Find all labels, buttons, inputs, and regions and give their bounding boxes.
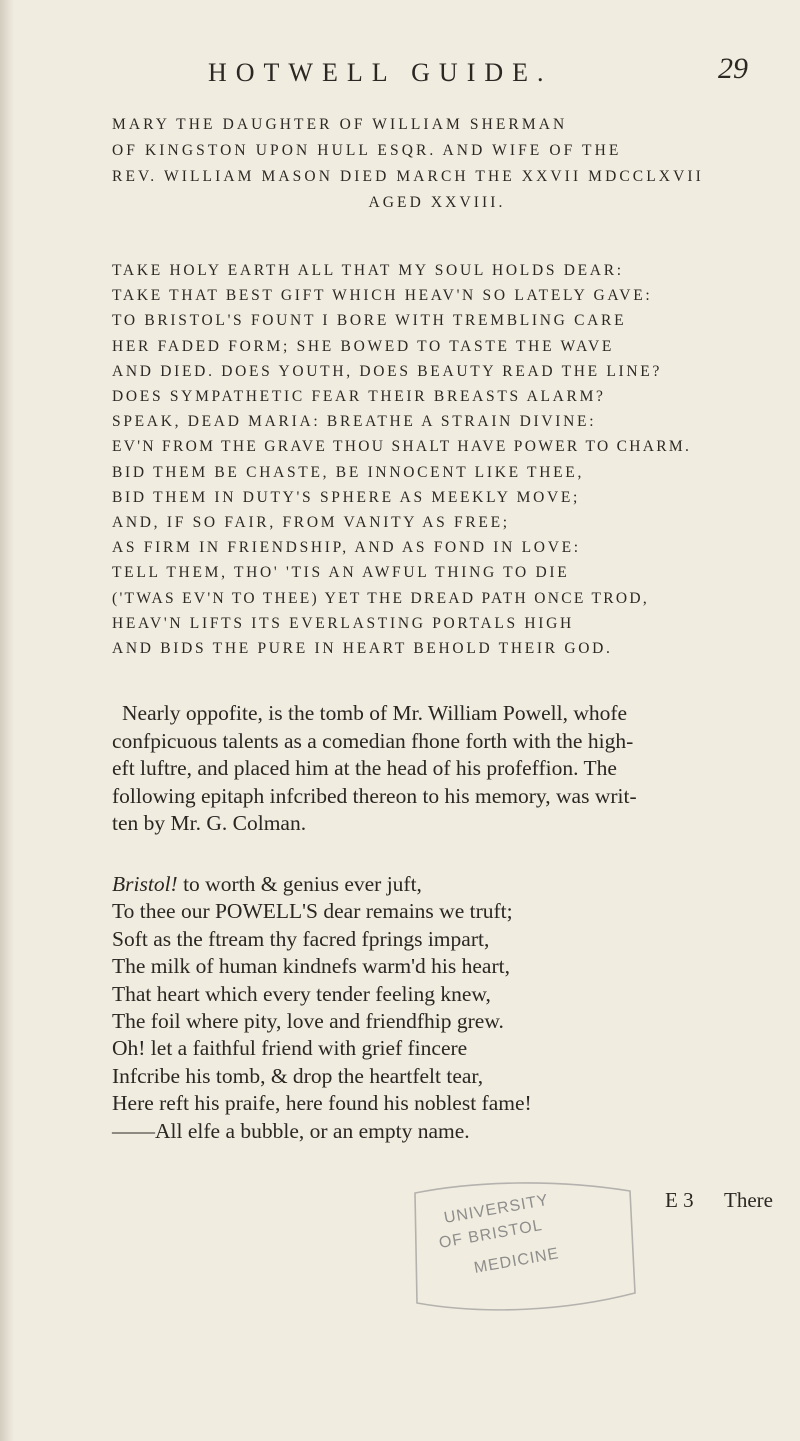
epitaph-line: The milk of human kindnefs warm'd his heart, (112, 954, 510, 979)
epitaph-line: TO BRISTOL'S FOUNT I BORE WITH TREMBLING CARE (112, 312, 627, 330)
library-stamp (385, 1173, 665, 1323)
epitaph-line: EV'N FROM THE GRAVE THOU SHALT HAVE POWER TO CHARM. (112, 438, 692, 456)
catchword: There (724, 1188, 773, 1212)
epitaph-line: The foil where pity, love and friendfhip grew. (112, 1009, 504, 1034)
page-number: 29 (718, 52, 748, 85)
stamp-line: MEDICINE (472, 1245, 561, 1277)
stamp-line: OF BRISTOL (437, 1216, 544, 1252)
epitaph-line: AND, IF SO FAIR, FROM VANITY AS FREE; (112, 514, 510, 532)
prose-line: eft luftre, and placed him at the head of his profeffion. The (112, 756, 617, 780)
epitaph-line: HER FADED FORM; SHE BOWED TO TASTE THE WAVE (112, 337, 615, 355)
epitaph-line: ('TWAS EV'N TO THEE) YET THE DREAD PATH ONCE TROD, (112, 589, 650, 607)
epitaph-line: To thee our POWELL'S dear remains we truft; (112, 899, 513, 924)
epitaph-line: SPEAK, DEAD MARIA: BREATHE A STRAIN DIVINE: (112, 413, 597, 431)
epitaph-mason (112, 258, 792, 661)
prose-line: ten by Mr. G. Colman. (112, 811, 307, 835)
epitaph-line: HEAV'N LIFTS ITS EVERLASTING PORTALS HIGH (112, 614, 574, 632)
inscription-line: REV. WILLIAM MASON DIED MARCH THE XXVII MDCCLXVII (112, 168, 704, 185)
epitaph-line: AND BIDS THE PURE IN HEART BEHOLD THEIR GOD. (112, 640, 613, 658)
epitaph-line (112, 871, 752, 898)
epitaph-line: AS FIRM IN FRIENDSHIP, AND AS FOND IN LOVE: (112, 539, 581, 557)
epitaph-line: TAKE HOLY EARTH ALL THAT MY SOUL HOLDS DEAR: (112, 262, 624, 279)
inscription-line: MARY THE DAUGHTER OF WILLIAM SHERMAN (112, 116, 568, 133)
epitaph-line: Infcribe his tomb, & drop the heartfelt tear, (112, 1063, 484, 1088)
inscription-line: OF KINGSTON UPON HULL ESQR. AND WIFE OF THE (112, 142, 622, 159)
prose-line: following epitaph infcribed thereon to his memory, was writ- (112, 783, 637, 808)
epitaph-line: ——All elfe a bubble, or an empty name. (112, 1118, 470, 1143)
inscription-line: AGED XXVIII. (368, 194, 506, 211)
epitaph-line: TELL THEM, THO' 'TIS AN AWFUL THING TO DIE (112, 564, 570, 582)
epitaph-line: AND DIED. DOES YOUTH, DOES BEAUTY READ THE LINE? (112, 362, 663, 380)
epitaph-line: Here reft his praife, here found his noblest fame! (112, 1091, 532, 1116)
running-head (0, 52, 800, 92)
epitaph-line: TAKE THAT BEST GIFT WHICH HEAV'N SO LATELY GAVE: (112, 287, 653, 305)
epitaph-address: Bristol! (112, 872, 178, 896)
epitaph-line: BID THEM IN DUTY'S SPHERE AS MEEKLY MOVE; (112, 488, 581, 506)
epitaph-line: Oh! let a faithful friend with grief fincere (112, 1036, 468, 1061)
signature-mark: E 3 (665, 1188, 694, 1212)
epitaph-line: DOES SYMPATHETIC FEAR THEIR BREASTS ALARM? (112, 388, 606, 406)
epitaph-line: BID THEM BE CHASTE, BE INNOCENT LIKE THEE, (112, 463, 585, 481)
prose-line: Nearly oppofite, is the tomb of Mr. William Powell, whofe (122, 701, 628, 725)
prose-line: confpicuous talents as a comedian fhone forth with the high- (112, 728, 634, 753)
page-footer (0, 1180, 800, 1340)
epitaph-line-rest: to worth & genius ever juft, (177, 872, 422, 896)
epitaph-powell (112, 871, 752, 1145)
memorial-inscription (112, 112, 762, 216)
stamp-line: UNIVERSITY (442, 1191, 551, 1227)
running-title: HOTWELL GUIDE. (208, 58, 553, 87)
epitaph-line: That heart which every tender feeling knew, (112, 981, 491, 1006)
epitaph-line: Soft as the ftream thy facred fprings impart, (112, 926, 490, 951)
prose-paragraph (112, 700, 778, 838)
